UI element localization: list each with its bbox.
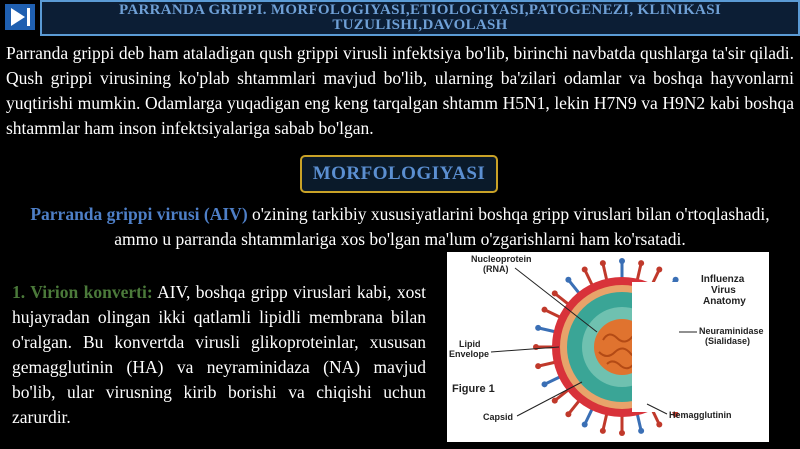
spike-tip (600, 260, 606, 266)
spike-tip (656, 267, 662, 273)
virion-lead: 1. Virion konverti: (12, 282, 153, 302)
figure-title-line3: Anatomy (703, 296, 746, 307)
section-heading-morfologiyasi: MORFOLOGIYASI (300, 155, 498, 193)
spike-tip (565, 411, 571, 417)
label-nucleoprotein: Nucleoprotein (471, 254, 532, 264)
description-paragraph (10, 202, 790, 252)
label-neuraminidase: Neuraminidase (699, 326, 764, 336)
spike-tip (542, 307, 548, 313)
spike-tip (582, 267, 588, 273)
virion-text: AIV, boshqa gripp viruslari kabi, xost hujayradan olingan ikki qatlamli lipidli membrana bilan o'ralgan. Bu konvertda virusli glikoproteinlar, xususan gemagglutinin (HA) va neyraminidaza (NA) mavjud bo'lib, ular virusning kirib borishi va chiqishi uchun zarurdir. (12, 282, 426, 427)
figure-title-line1: Influenza (701, 274, 745, 285)
spike-tip (638, 428, 644, 434)
spike-tip (535, 325, 541, 331)
page-title: PARRANDA GRIPPI. MORFOLOGIYASI,ETIOLOGIYASI,PATOGENEZI, KLINIKASI TUZULISHI,DAVOLASH (40, 0, 800, 36)
description-text: o'zining tarkibiy xususiyatlarini boshqa gripp viruslari bilan o'rtoqlashadi, ammo u parranda shtammlariga xos bo'lgan ma'lum o'zgarishlarni ham ko'rsatadi. (114, 204, 770, 249)
influenza-virus-figure (447, 252, 769, 442)
spike-tip (619, 430, 625, 436)
spike-tip (535, 363, 541, 369)
label-hemagglutinin: Hemagglutinin (669, 410, 732, 420)
label-envelope: Envelope (449, 349, 490, 359)
label-sialidase: (Sialidase) (705, 336, 751, 346)
spike-tip (542, 381, 548, 387)
spike-tip (638, 260, 644, 266)
spike-tip (565, 277, 571, 283)
label-lipid: Lipid (459, 339, 481, 349)
spike-tip (552, 398, 558, 404)
highlight-term: Parranda grippi virusi (AIV) (30, 204, 248, 224)
spike-tip (619, 258, 625, 264)
logo-icon (5, 4, 35, 30)
pointer-lipid (491, 347, 559, 352)
figure-title-line2: Virus (711, 285, 736, 296)
intro-paragraph: Parranda grippi deb ham ataladigan qush grippi virusli infektsiya bo'lib, birinchi navbatda qushlarga ta'sir qiladi. Qush grippi virusining ko'plab shtammlari mavjud bo'lib, ularning ba'zilari odamlar va boshqa hayvonlarni yuqtirishi mumkin. Odamlarga yuqadigan eng keng tarqalgan shtamm H5N1, lekin H7N9 va H9N2 kabi boshqa shtammlar ham inson infektsiyalariga sabab bo'lgan. (6, 43, 794, 138)
spike-tip (600, 428, 606, 434)
label-capsid: Capsid (483, 412, 514, 422)
spike-tip (552, 290, 558, 296)
spike-tip (656, 421, 662, 427)
virus-anatomy-illustration (447, 252, 769, 442)
figure-number: Figure 1 (452, 383, 495, 395)
spike-tip (582, 421, 588, 427)
virion-paragraph (12, 280, 426, 430)
spike-tip (673, 277, 679, 283)
label-rna: (RNA) (483, 264, 509, 274)
